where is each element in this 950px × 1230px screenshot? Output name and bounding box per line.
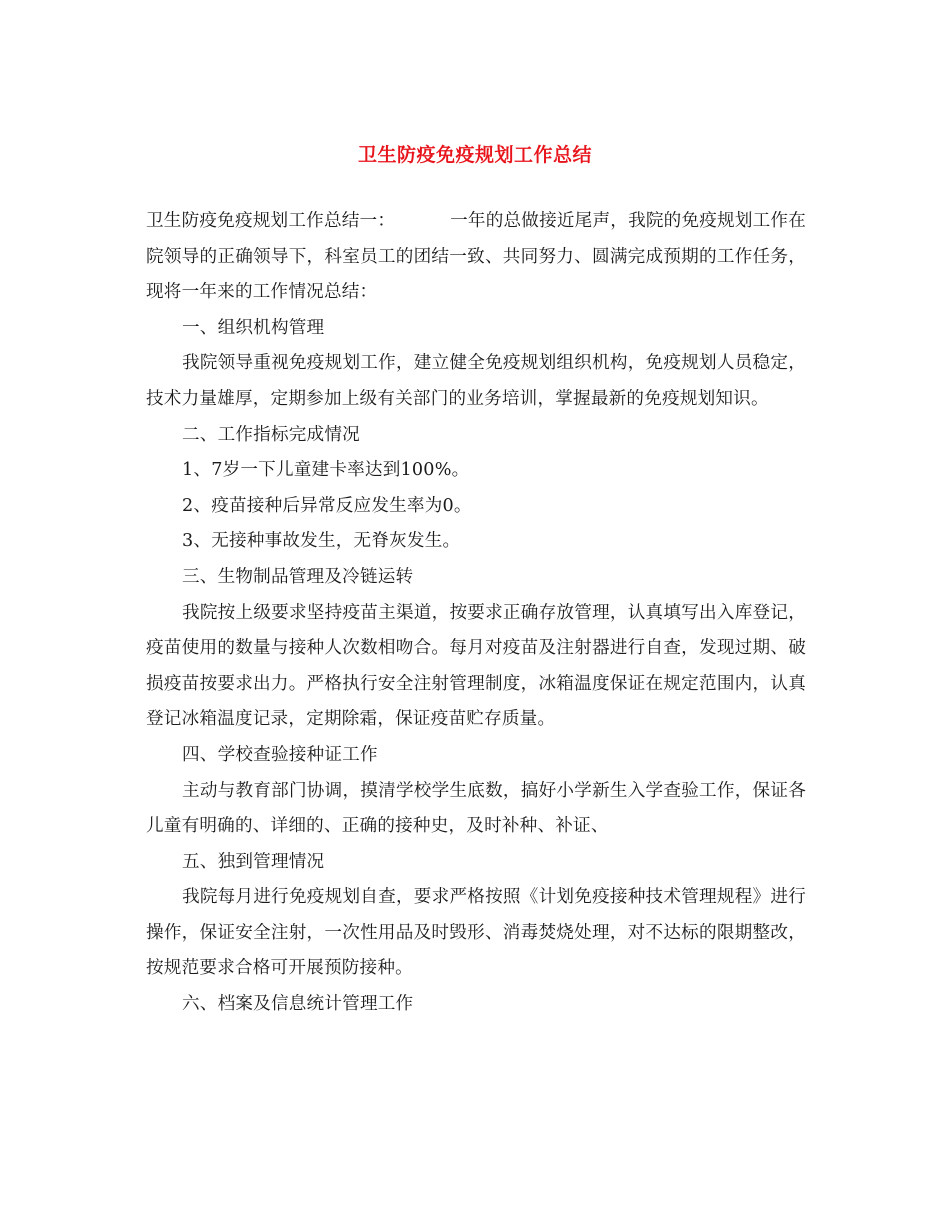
document-title: 卫生防疫免疫规划工作总结	[357, 144, 592, 166]
section-heading-3: 三、生物制品管理及冷链运转	[182, 566, 414, 587]
intro-paragraph	[146, 204, 806, 311]
section-heading-2: 二、工作指标完成情况	[182, 424, 360, 445]
body-paragraph: 我院领导重视免疫规划工作，建立健全免疫规划组织机构，免疫规划人员稳定，技术力量雄厚，定期参加上级有关部门的业务培训，掌握最新的免疫规划知识。	[146, 353, 806, 409]
section-heading-5: 五、独到管理情况	[182, 851, 325, 872]
list-item: 1、7岁一下儿童建卡率达到100%。	[182, 460, 470, 481]
list-item: 2、疫苗接种后异常反应发生率为0。	[182, 495, 472, 516]
section-heading-6: 六、档案及信息统计管理工作	[182, 994, 414, 1015]
intro-text: 一年的总做接近尾声，我院的免疫规划工作在院领导的正确领导下，科室员工的团结一致、共同努力、圆满完成预期的工作任务，现将一年来的工作情况总结：	[146, 211, 807, 303]
list-item: 3、无接种事故发生，无脊灰发生。	[182, 531, 461, 552]
body-paragraph: 我院每月进行免疫规划自查，要求严格按照《计划免疫接种技术管理规程》进行操作，保证安全注射，一次性用品及时毁形、消毒焚烧处理，对不达标的限期整改，按规范要求合格可开展预防接种。	[146, 887, 806, 979]
section-heading-4: 四、学校查验接种证工作	[182, 744, 378, 765]
document-body	[146, 204, 806, 1023]
section-heading-1: 一、组织机构管理	[182, 317, 325, 338]
intro-label: 卫生防疫免疫规划工作总结一：	[146, 211, 396, 231]
body-paragraph: 我院按上级要求坚持疫苗主渠道，按要求正确存放管理，认真填写出入库登记，疫苗使用的数量与接种人次数相吻合。每月对疫苗及注射器进行自查，发现过期、破损疫苗按要求出力。严格执行安全注射管理制度，冰箱温度保证在规定范围内，认真登记冰箱温度记录，定期除霜，保证疫苗贮存质量。	[146, 602, 806, 730]
body-paragraph: 主动与教育部门协调，摸清学校学生底数，搞好小学新生入学查验工作，保证各儿童有明确的、详细的、正确的接种史，及时补种、补证、	[146, 780, 806, 837]
